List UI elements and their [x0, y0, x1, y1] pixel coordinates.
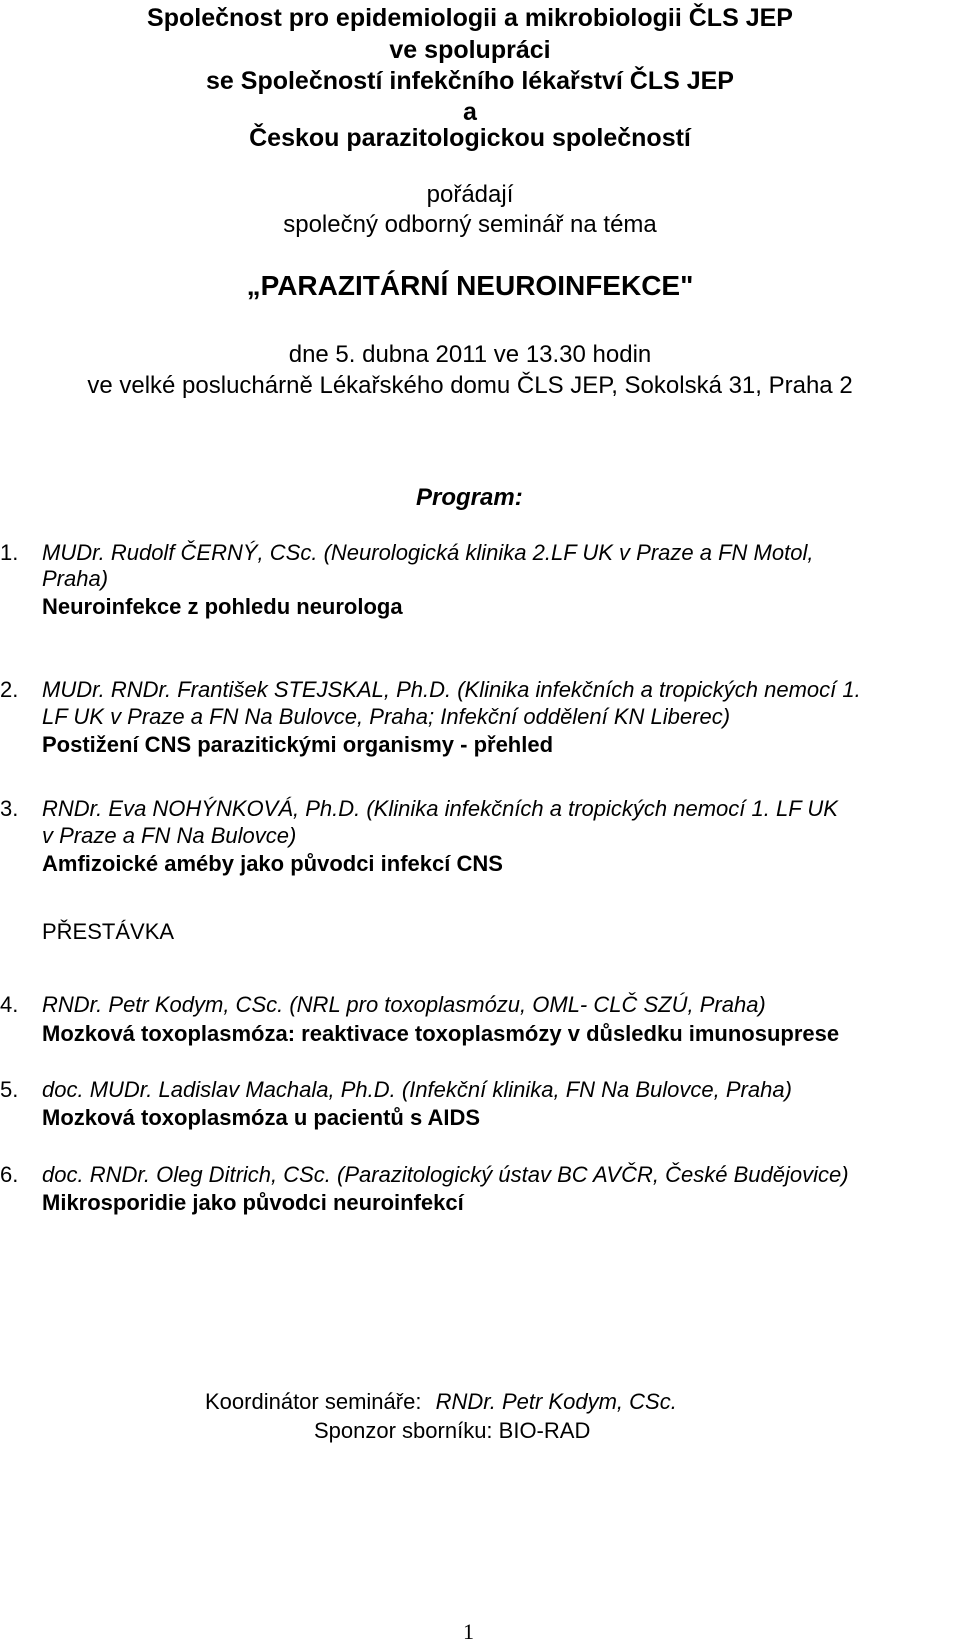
org-line-5: Českou parazitologickou společností [249, 124, 691, 152]
sponsor-line: Sponzor sborníku: BIO-RAD [314, 1418, 591, 1443]
item-speaker: RNDr. Petr Kodym, CSc. (NRL pro toxoplasmózu, OML- CLČ SZÚ, Praha) [42, 992, 766, 1017]
org-line-1: Společnost pro epidemiologii a mikrobiologii ČLS JEP [147, 4, 793, 32]
date-line: dne 5. dubna 2011 ve 13.30 hodin [288, 341, 652, 368]
item-speaker: MUDr. Rudolf ČERNÝ, CSc. (Neurologická klinika 2.LF UK v Praze a FN Motol, [42, 540, 814, 565]
program-heading: Program: [416, 484, 523, 511]
org-line-2: ve spolupráci [389, 36, 551, 64]
item-number: 2. [0, 677, 19, 702]
item-speaker: MUDr. RNDr. František STEJSKAL, Ph.D. (Klinika infekčních a tropických nemocí 1. [42, 677, 861, 702]
item-talk-title: Amfizoické améby jako původci infekcí CNS [42, 851, 503, 876]
item-talk-title: Mozková toxoplasmóza: reaktivace toxoplasmózy v důsledku imunosuprese [42, 1021, 840, 1046]
coordinator-line [205, 1388, 677, 1415]
item-speaker-cont: Praha) [42, 566, 109, 591]
item-speaker: RNDr. Eva NOHÝNKOVÁ, Ph.D. (Klinika infekčních a tropických nemocí 1. LF UK [42, 796, 838, 821]
organize-line-2: společný odborný seminář na téma [283, 211, 657, 238]
organize-line-1: pořádají [426, 181, 514, 208]
item-speaker-cont: LF UK v Praze a FN Na Bulovce, Praha; Infekční oddělení KN Liberec) [42, 704, 731, 729]
seminar-title: „PARAZITÁRNÍ NEUROINFEKCE" [246, 270, 694, 301]
item-talk-title: Postižení CNS parazitickými organismy - přehled [42, 732, 554, 757]
org-line-4: a [463, 98, 477, 126]
item-speaker: doc. MUDr. Ladislav Machala, Ph.D. (Infekční klinika, FN Na Bulovce, Praha) [42, 1077, 792, 1102]
item-talk-title: Neuroinfekce z pohledu neurologa [42, 594, 403, 619]
item-number: 1. [0, 540, 19, 565]
break-label: PŘESTÁVKA [42, 919, 175, 944]
item-number: 6. [0, 1162, 19, 1187]
item-speaker-cont: v Praze a FN Na Bulovce) [42, 823, 297, 848]
coordinator-label: Koordinátor semináře: [205, 1389, 422, 1414]
item-speaker: doc. RNDr. Oleg Ditrich, CSc. (Parazitologický ústav BC AVČR, České Budějovice) [42, 1162, 849, 1187]
item-talk-title: Mozková toxoplasmóza u pacientů s AIDS [42, 1105, 481, 1130]
item-number: 3. [0, 796, 19, 821]
item-talk-title: Mikrosporidie jako původci neuroinfekcí [42, 1190, 464, 1215]
coordinator-name: RNDr. Petr Kodym, CSc. [435, 1389, 677, 1414]
org-line-3: se Společností infekčního lékařství ČLS JEP [206, 67, 734, 95]
page-number: 1 [463, 1619, 474, 1644]
item-number: 5. [0, 1077, 19, 1102]
item-number: 4. [0, 992, 19, 1017]
venue-line: ve velké posluchárně Lékařského domu ČLS JEP, Sokolská 31, Praha 2 [87, 372, 853, 399]
